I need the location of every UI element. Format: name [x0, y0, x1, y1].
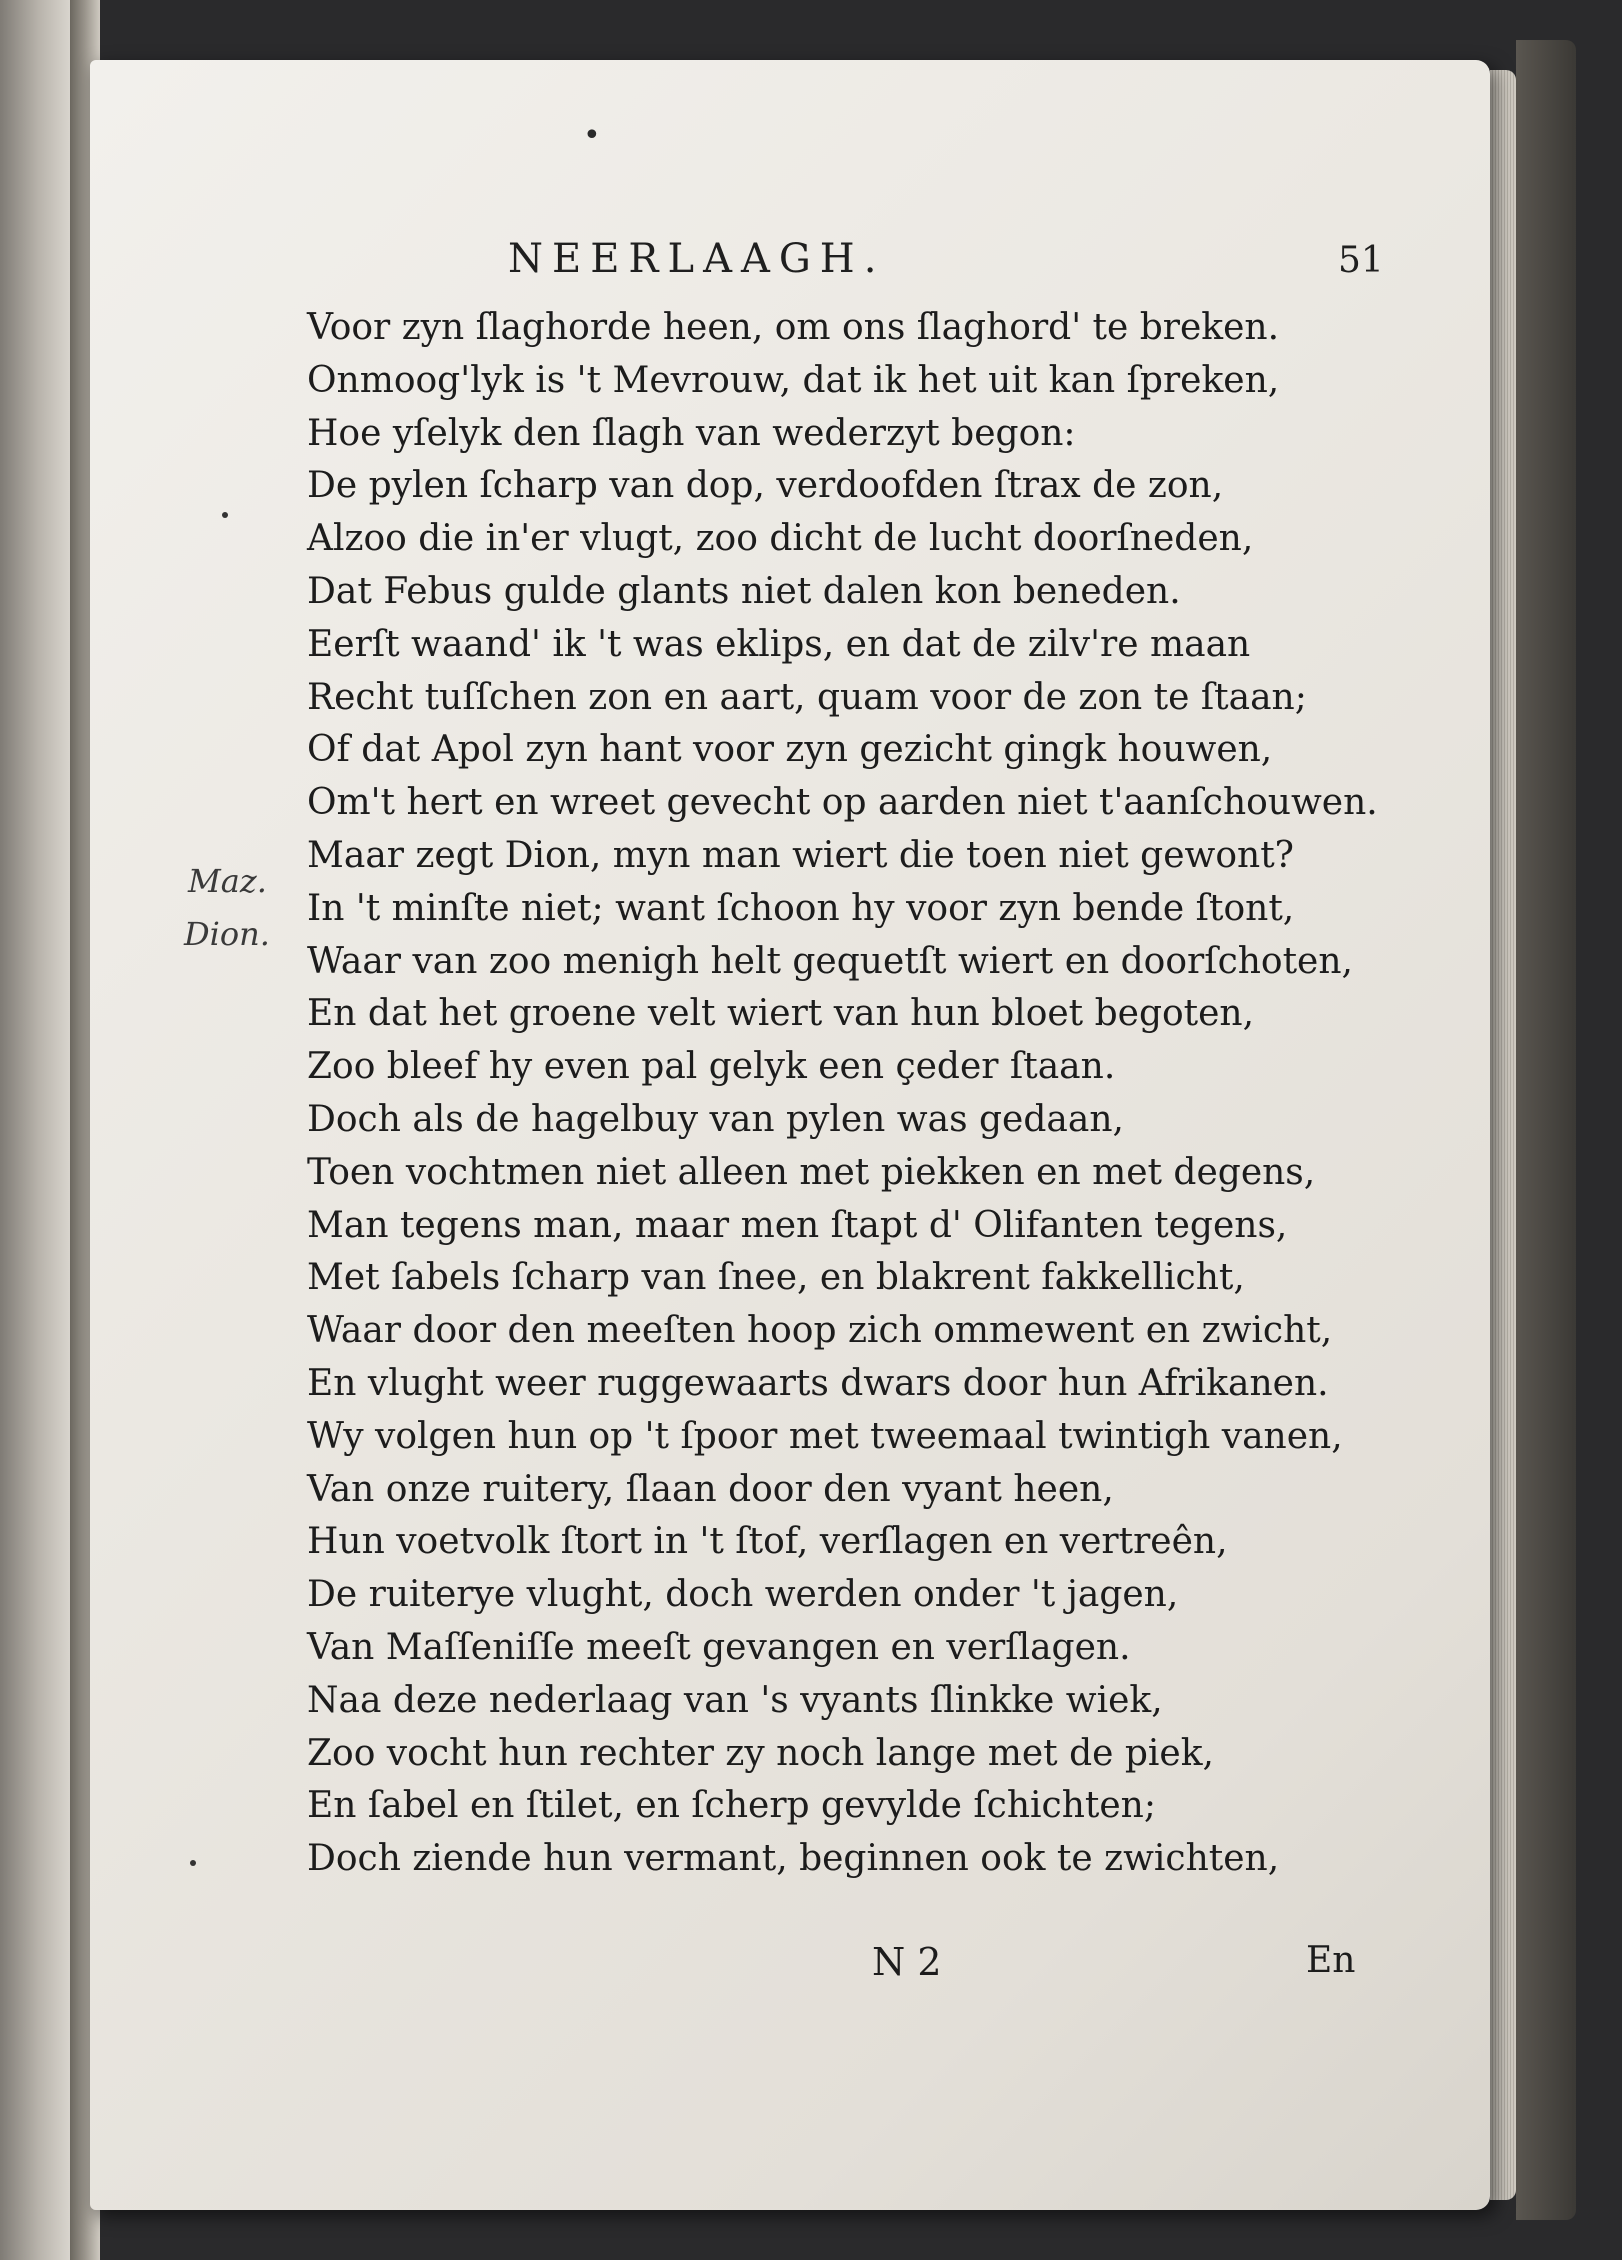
page-stack-edge — [1490, 70, 1516, 2200]
verse-line: Naa deze nederlaag van 's vyants ſlinkke wiek, — [307, 1679, 1163, 1721]
page-number: 51 — [1338, 240, 1384, 281]
verse-line: Wy volgen hun op 't ſpoor met tweemaal twintigh vanen, — [307, 1415, 1343, 1457]
verse-line: Voor zyn ſlaghorde heen, om ons ſlaghord' te breken. — [307, 307, 1280, 348]
facing-page-edge — [0, 0, 70, 2260]
verse-line: Waar door den meeſten hoop zich ommewent en zwicht, — [307, 1310, 1333, 1352]
printer-mark: • — [583, 118, 601, 153]
margin-dot — [190, 1860, 196, 1866]
verse-line: En ſabel en ſtilet, en ſcherp gevylde ſchichten; — [307, 1785, 1156, 1827]
verse-line: Dat Febus gulde glants niet dalen kon beneden. — [307, 570, 1181, 612]
verse-line: Doch als de hagelbuy van pylen was gedaan, — [307, 1098, 1124, 1140]
verse-line: En dat het groene velt wiert van hun bloet begoten, — [307, 993, 1255, 1035]
speaker-label-maz: Maz. — [188, 862, 267, 900]
verse-line: Eerſt waand' ik 't was eklips, en dat de zilv're maan — [307, 623, 1251, 665]
verse-line: Van onze ruitery, ſlaan door den vyant heen, — [307, 1468, 1114, 1510]
verse-line: Onmoog'lyk is 't Mevrouw, dat ik het uit kan ſpreken, — [307, 359, 1280, 401]
verse-line: En vlught weer ruggewaarts dwars door hun Afrikanen. — [307, 1362, 1329, 1404]
margin-dot — [222, 512, 228, 518]
verse-line: Maar zegt Dion, myn man wiert die toen niet gewont? — [307, 834, 1294, 876]
catchword: En — [1306, 1940, 1356, 1981]
verse-line: Waar van zoo menigh helt gequetſt wiert en doorſchoten, — [307, 940, 1353, 982]
verse-line: Doch ziende hun vermant, beginnen ook te zwichten, — [307, 1838, 1280, 1880]
verse-line: Hun voetvolk ſtort in 't ſtof, verſlagen en vertreên, — [307, 1521, 1228, 1563]
verse-block — [307, 302, 1387, 1886]
verse-line: Zoo bleef hy even pal gelyk een çeder ſtaan. — [307, 1046, 1116, 1088]
book-cover-edge — [1516, 40, 1576, 2220]
verse-line: Zoo vocht hun rechter zy noch lange met de piek, — [307, 1732, 1214, 1774]
running-head: NEERLAAGH. — [508, 236, 886, 282]
verse-line: Toen vochtmen niet alleen met piekken en met degens, — [307, 1151, 1316, 1193]
verse-line: Van Maſſeniſſe meeſt gevangen en verſlagen. — [307, 1626, 1131, 1668]
signature-mark: N 2 — [872, 1940, 942, 1984]
speaker-label-dion: Dion. — [184, 915, 270, 953]
verse-line: Man tegens man, maar men ſtapt d' Olifanten tegens, — [307, 1204, 1288, 1246]
verse-line: Hoe yſelyk den ſlagh van wederzyt begon: — [307, 412, 1076, 454]
verse-line: De pylen ſcharp van dop, verdoofden ſtrax de zon, — [307, 465, 1224, 507]
verse-line: Of dat Apol zyn hant voor zyn gezicht gingk houwen, — [307, 729, 1273, 771]
verse-line: In 't minſte niet; want ſchoon hy voor zyn bende ſtont, — [307, 887, 1295, 929]
verse-line: Om't hert en wreet gevecht op aarden niet t'aanſchouwen. — [307, 782, 1378, 824]
verse-line: Recht tuſſchen zon en aart, quam voor de zon te ſtaan; — [307, 676, 1307, 718]
verse-line: De ruiterye vlught, doch werden onder 't jagen, — [307, 1574, 1179, 1616]
verse-line: Alzoo die in'er vlugt, zoo dicht de lucht doorſneden, — [307, 518, 1254, 560]
verse-line: Met ſabels ſcharp van ſnee, en blakrent fakkellicht, — [307, 1257, 1245, 1299]
